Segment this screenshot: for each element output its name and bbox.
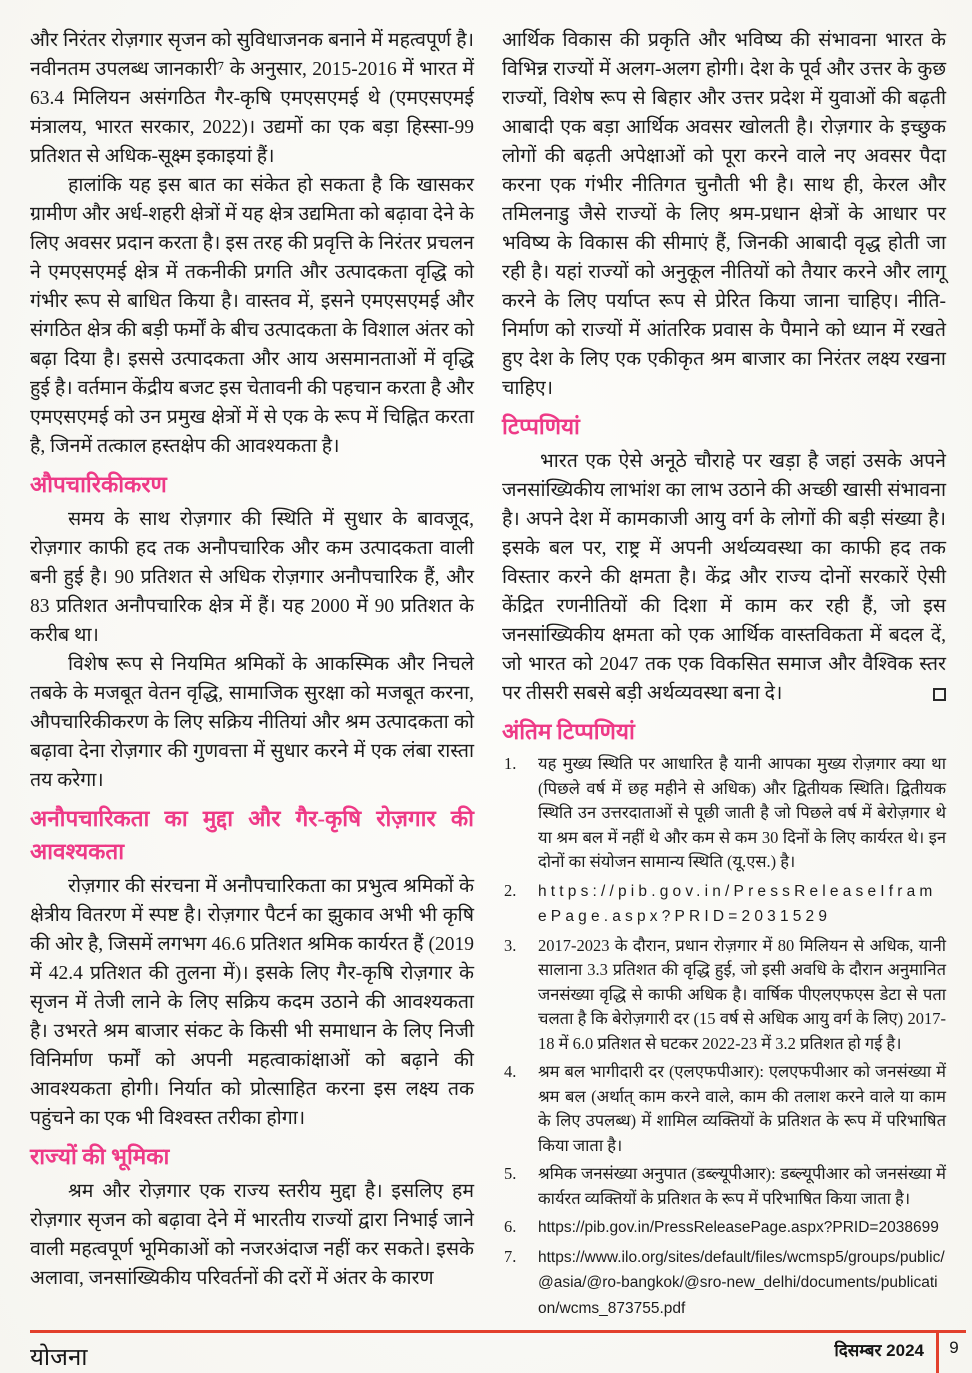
endnote-number: 7.	[504, 1246, 517, 1266]
right-column	[502, 26, 946, 1325]
endnote-text: यह मुख्य स्थिति पर आधारित है यानी आपका मुख्य रोज़गार क्या था (पिछले वर्ष में छह महीने से अधिक) और द्वितीयक स्थिति। द्वितीयक स्थिति उन उत्तरदाताओं से पूछी जाती है जो पिछले वर्ष में बेरोज़गार थे या श्रम बल में नहीं थे और कम से कम 30 दिनों के लिए कार्यरत थे। इन दोनों का संयोजन सामान्य स्थिति (यू.एस.) है।	[538, 754, 946, 871]
end-of-article-square-icon	[933, 688, 946, 701]
section-heading-informality: अनौपचारिकता का मुद्दा और गैर-कृषि रोज़गार की आवश्यकता	[30, 806, 474, 864]
endnote-item	[502, 1215, 946, 1241]
two-column-text-area	[30, 26, 946, 1325]
endnote-url-link[interactable]: https://pib.gov.in/PressReleaseIframePage.aspx?PRID=2031529	[538, 882, 937, 925]
issue-date: दिसम्बर 2024	[834, 1341, 924, 1360]
endnote-item	[502, 1162, 946, 1211]
section-heading-endnotes: अंतिम टिप्पणियां	[502, 719, 635, 744]
section-heading-formalisation: औपचारिकीकरण	[30, 472, 167, 497]
paragraph: श्रम और रोज़गार एक राज्य स्तरीय मुद्दा है। इसलिए हम रोज़गार सृजन को बढ़ावा देने में भारतीय राज्यों द्वारा निभाई जाने वाली महत्वपूर्ण भूमिकाओं को नजरअंदाज नहीं कर सकते। इसके अलावा, जनसांख्यिकीय परिवर्तनों की दरों में अंतर के कारण	[30, 1181, 474, 1289]
section-heading-role-of-states: राज्यों की भूमिका	[30, 1144, 170, 1169]
endnote-number: 3.	[504, 935, 517, 955]
section-heading-remarks: टिप्पणियां	[502, 414, 580, 439]
endnote-number: 1.	[504, 754, 517, 773]
endnote-text: 2017-2023 के दौरान, प्रधान रोज़गार में 80 मिलियन से अधिक, यानी सालाना 3.3 प्रतिशत की वृद्धि हुई, जो इसी अवधि के दौरान अनुमानित जनसंख्या वृद्धि से काफी अधिक है। वार्षिक पीएलएफएस डेटा से पता चलता है कि बेरोज़गारी दर (15 वर्ष से अधिक आयु वर्ग के लिए) 2017-18 में 6.0 प्रतिशत से घटकर 2022-23 में 3.2 प्रतिशत हो गई है।	[538, 935, 946, 1053]
endnote-number: 5.	[504, 1164, 517, 1183]
endnote-item	[502, 1245, 946, 1322]
endnote-number: 2.	[504, 880, 517, 900]
endnotes-list	[502, 752, 946, 1321]
endnote-url-link[interactable]: https://www.ilo.org/sites/default/files/wcmsp5/groups/public/@asia/@ro-bangkok/@sro-new_delhi/documents/publication/wcms_873755.pdf	[538, 1248, 945, 1317]
paragraph: समय के साथ रोज़गार की स्थिति में सुधार के बावजूद, रोज़गार काफी हद तक अनौपचारिक और कम उत्पादकता वाली बनी हुई है। 90 प्रतिशत से अधिक रोज़गार अनौपचारिक हैं, और 83 प्रतिशत अनौपचारिक क्षेत्र में हैं। यह 2000 में 90 प्रतिशत के करीब था।	[30, 509, 474, 646]
paragraph: आर्थिक विकास की प्रकृति और भविष्य की संभावना भारत के विभिन्न राज्यों में अलग-अलग होगी। देश के पूर्व और उत्तर के कुछ राज्यों, विशेष रूप से बिहार और उत्तर प्रदेश में युवाओं की बढ़ती आबादी एक बड़ा आर्थिक अवसर खोलती है। रोज़गार के इच्छुक लोगों की बढ़ती अपेक्षाओं को पूरा करने वाले नए अवसर पैदा करना एक गंभीर नीतिगत चुनौती भी है। साथ ही, केरल और तमिलनाडु जैसे राज्यों के लिए श्रम-प्रधान क्षेत्रों के आधार पर भविष्य के विकास की सीमाएं हैं, जिनकी आबादी वृद्ध होती जा रही है। यहां राज्यों को अनुकूल नीतियों को तैयार करने और लागू करने के लिए पर्याप्त रूप से प्रेरित किया जाना चाहिए। नीति-निर्माण को राज्यों में आंतरिक प्रवास के पैमाने को ध्यान में रखते हुए देश के लिए एक एकीकृत श्रम बाजार का निरंतर लक्ष्य रखना चाहिए।	[502, 30, 946, 399]
endnote-item	[502, 752, 946, 875]
paragraph	[502, 447, 946, 708]
footer-horizontal-rule	[30, 1330, 966, 1333]
paragraph: विशेष रूप से नियमित श्रमिकों के आकस्मिक और निचले तबके के मजबूत वेतन वृद्धि, सामाजिक सुरक्षा को मजबूत करना, औपचारिकीकरण के लिए सक्रिय नीतियां और श्रम उत्पादकता को बढ़ावा देना रोज़गार की गुणवत्ता में सुधार करने में एक लंबा रास्ता तय करेगा।	[30, 654, 474, 791]
endnote-item	[502, 934, 946, 1057]
endnote-number: 6.	[504, 1217, 517, 1236]
endnote-item	[502, 1060, 946, 1158]
paragraph: और निरंतर रोज़गार सृजन को सुविधाजनक बनाने में महत्वपूर्ण है। नवीनतम उपलब्ध जानकारी⁷ के अनुसार, 2015-2016 में भारत में 63.4 मिलियन असंगठित गैर-कृषि एमएसएमई थे (एमएसएमई मंत्रालय, भारत सरकार, 2022)। उद्यमों का एक बड़ा हिस्सा-99 प्रतिशत से अधिक-सूक्ष्म इकाइयां हैं।	[30, 30, 474, 167]
endnote-text: श्रम बल भागीदारी दर (एलएफपीआर): एलएफपीआर को जनसंख्या में श्रम बल (अर्थात् काम करने वाले, काम की तलाश करने वाले या काम के लिए उपलब्ध) में शामिल व्यक्तियों के प्रतिशत के रूप में परिभाषित किया जाता है।	[538, 1062, 946, 1155]
endnote-number: 4.	[504, 1062, 517, 1081]
page-number: 9	[949, 1338, 959, 1357]
magazine-name: योजना	[30, 1345, 88, 1371]
left-column	[30, 26, 474, 1325]
endnote-text: श्रमिक जनसंख्या अनुपात (डब्ल्यूपीआर): डब्ल्यूपीआर को जनसंख्या में कार्यरत व्यक्तियों के प्रतिशत के रूप में परिभाषित किया जाता है।	[538, 1164, 946, 1208]
endnote-item	[502, 879, 946, 930]
paragraph: रोज़गार की संरचना में अनौपचारिकता का प्रभुत्व श्रमिकों के क्षेत्रीय वितरण में स्पष्ट है। रोज़गार पैटर्न का झुकाव अभी भी कृषि की ओर है, जिसमें लगभग 46.6 प्रतिशत श्रमिक कार्यरत हैं (2019 में 42.4 प्रतिशत की तुलना में)। इसके लिए गैर-कृषि रोज़गार के सृजन में तेजी लाने के लिए सक्रिय कदम उठाने की आवश्यकता है। उभरते श्रम बाजार संकट के किसी भी समाधान के लिए निजी विनिर्माण फर्मों को अपनी महत्वाकांक्षाओं को बढ़ाने की आवश्यकता होगी। निर्यात को प्रोत्साहित करना इस लक्ष्य तक पहुंचने का एक भी विश्वस्त तरीका होगा।	[30, 876, 474, 1129]
paragraph: हालांकि यह इस बात का संकेत हो सकता है कि खासकर ग्रामीण और अर्ध-शहरी क्षेत्रों में यह क्षेत्र उद्यमिता को बढ़ावा देने के लिए अवसर प्रदान करता है। इस तरह की प्रवृत्ति के निरंतर प्रचलन ने एमएसएमई क्षेत्र में तकनीकी प्रगति और उत्पादकता वृद्धि को गंभीर रूप से बाधित किया है। वास्तव में, इसने एमएसएमई और संगठित क्षेत्र की बड़ी फर्मों के बीच उत्पादकता के विशाल अंतर को बढ़ा दिया है। इससे उत्पादकता और आय असमानताओं में वृद्धि हुई है। वर्तमान केंद्रीय बजट इस चेतावनी की पहचान करता है और एमएसएमई को उन प्रमुख क्षेत्रों में से एक के रूप में चिह्नित करता है, जिनमें तत्काल हस्तक्षेप की आवश्यकता है।	[30, 175, 474, 457]
endnote-url-link[interactable]: https://pib.gov.in/PressReleasePage.aspx?PRID=2038699	[538, 1219, 939, 1236]
paragraph-text: भारत एक ऐसे अनूठे चौराहे पर खड़ा है जहां उसके अपने जनसांख्यिकीय लाभांश का लाभ उठाने की अच्छी खासी संभावना है। अपने देश में कामकाजी आयु वर्ग के लोगों की बड़ी संख्या है। इसके बल पर, राष्ट्र में अपनी अर्थव्यवस्था का काफी हद तक विस्तार करने की क्षमता है। केंद्र और राज्य दोनों सरकारें ऐसी केंद्रित रणनीतियों की दिशा में काम कर रही हैं, जो इस जनसांख्यिकीय क्षमता को एक आर्थिक वास्तविकता में बदल दें, जो भारत को 2047 तक एक विकसित समाज और वैश्विक स्तर पर तीसरी सबसे बड़ी अर्थव्यवस्था बना दे।	[502, 451, 946, 704]
